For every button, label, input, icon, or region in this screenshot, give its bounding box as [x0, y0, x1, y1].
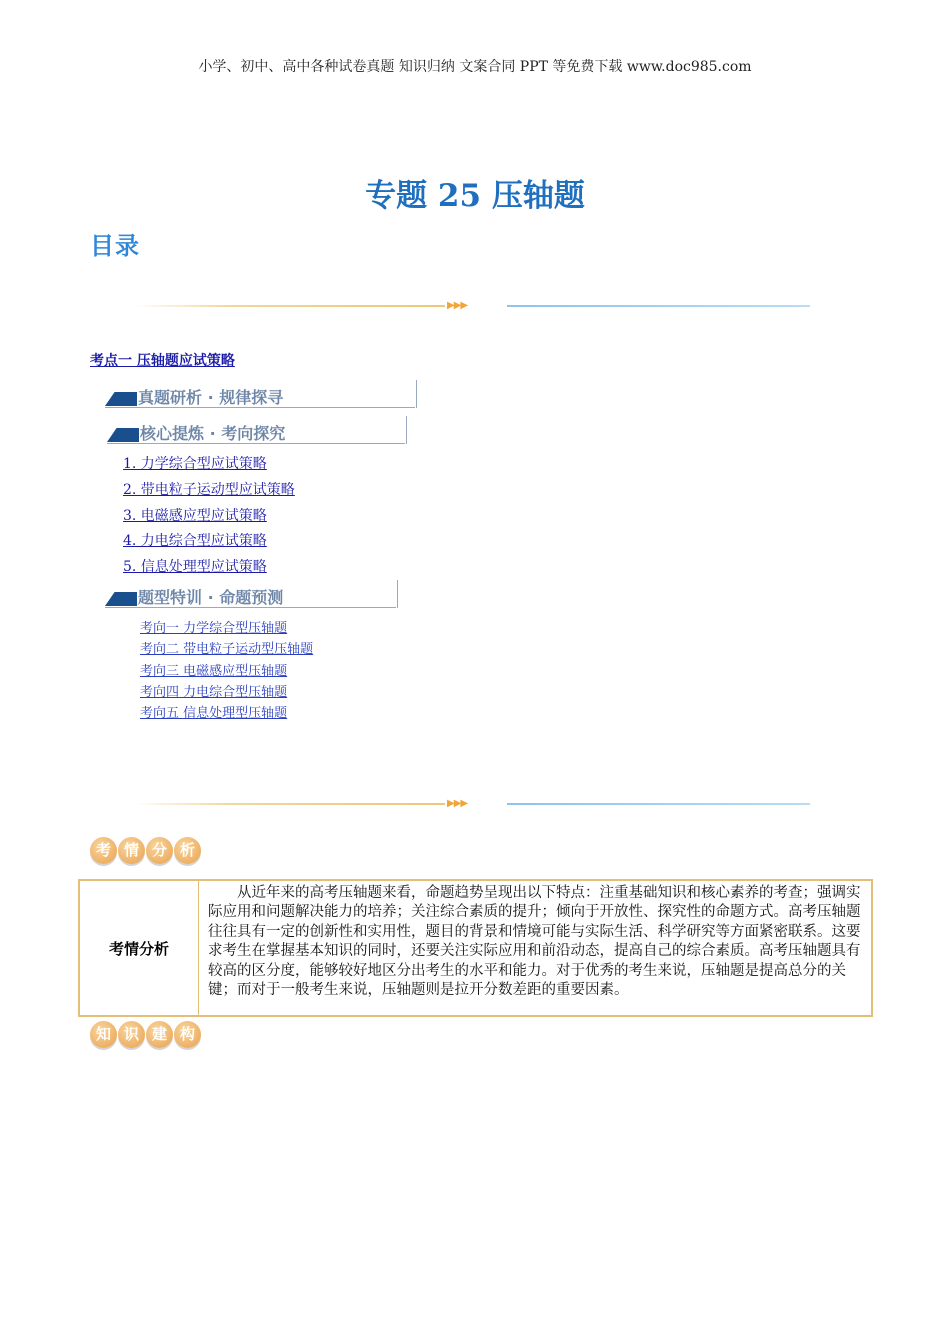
toc-direction-1[interactable]	[140, 617, 287, 636]
banner-label: 核心提炼 · 考向探究	[140, 424, 286, 443]
toc-direction-3[interactable]	[140, 660, 287, 679]
badge-kaoqing	[90, 837, 205, 867]
banner-edge	[416, 380, 417, 408]
arrows-icon: ▶▶▶	[447, 300, 468, 311]
badge-zhishi	[90, 1021, 205, 1051]
banner-underline	[105, 607, 396, 608]
divider-line-right	[507, 305, 810, 307]
toc-kaodian-1[interactable]	[90, 350, 235, 370]
toc-direction-5[interactable]	[140, 702, 287, 721]
analysis-table	[78, 879, 873, 1017]
analysis-label: 考情分析	[80, 881, 199, 1015]
badge-char: 分	[146, 837, 173, 864]
direction-link[interactable]: 考向二 带电粒子运动型压轴题	[140, 642, 314, 657]
banner-underline	[107, 443, 405, 444]
badge-char: 识	[118, 1021, 145, 1048]
banner-edge	[406, 416, 407, 444]
toc-strategy-4[interactable]	[123, 530, 267, 550]
divider-top	[135, 300, 810, 312]
divider-line-left	[135, 803, 445, 805]
strategy-link[interactable]: 3. 电磁感应型应试策略	[123, 508, 267, 524]
direction-link[interactable]: 考向三 电磁感应型压轴题	[140, 664, 288, 679]
banner-hexin[interactable]	[107, 416, 407, 444]
strategy-link[interactable]: 1. 力学综合型应试策略	[123, 456, 267, 472]
toc-strategy-3[interactable]	[123, 505, 267, 525]
badge-char: 情	[118, 837, 145, 864]
badge-char: 建	[146, 1021, 173, 1048]
badge-char: 知	[90, 1021, 117, 1048]
banner-label: 真题研析 · 规律探寻	[138, 388, 284, 407]
toc-strategy-1[interactable]	[123, 453, 267, 473]
document-title: 专题 25 压轴题	[365, 178, 585, 214]
analysis-content: 从近年来的高考压轴题来看，命题趋势呈现出以下特点：注重基础知识和核心素养的考查；强调实际应用和问题解决能力的培养；关注综合素质的提升；倾向于开放性、探究性的命题方式。高考压轴题往往具有一定的创新性和实用性，题目的背景和情境可能与实际生活、科学研究等方面紧密联系。这要求考生在掌握基本知识的同时，还要关注实际应用和前沿动态，提高自己的综合素质。高考压轴题具有较高的区分度，能够较好地区分出考生的水平和能力。对于优秀的考生来说，压轴题是提高总分的关键；而对于一般考生来说，压轴题则是拉开分数差距的重要因素。	[208, 885, 861, 999]
banner-flag-icon	[107, 428, 139, 442]
direction-link[interactable]: 考向五 信息处理型压轴题	[140, 706, 288, 721]
divider-line-right	[507, 803, 810, 805]
toc-strategy-2[interactable]	[123, 479, 295, 499]
banner-label: 题型特训 · 命题预测	[138, 588, 284, 607]
banner-edge	[397, 580, 398, 608]
kaodian-link[interactable]: 考点一 压轴题应试策略	[90, 353, 235, 369]
banner-flag-icon	[105, 592, 137, 606]
banner-flag-icon	[105, 392, 137, 406]
direction-link[interactable]: 考向四 力电综合型压轴题	[140, 685, 288, 700]
arrows-icon: ▶▶▶	[447, 798, 468, 809]
strategy-link[interactable]: 2. 带电粒子运动型应试策略	[123, 482, 295, 498]
page-header: 小学、初中、高中各种试卷真题 知识归纳 文案合同 PPT 等免费下载 www.doc985.com	[198, 59, 752, 75]
banner-tixing[interactable]	[105, 580, 398, 608]
divider-line-left	[135, 305, 445, 307]
banner-underline	[105, 407, 415, 408]
banner-zhenti[interactable]	[105, 380, 417, 408]
toc-direction-2[interactable]	[140, 638, 313, 657]
badge-char: 构	[174, 1021, 201, 1048]
divider-bottom	[135, 798, 810, 810]
direction-link[interactable]: 考向一 力学综合型压轴题	[140, 621, 288, 636]
toc-direction-4[interactable]	[140, 681, 287, 700]
badge-char: 析	[174, 837, 201, 864]
badge-char: 考	[90, 837, 117, 864]
toc-strategy-5[interactable]	[123, 556, 267, 576]
toc-heading: 目录	[90, 232, 140, 260]
strategy-link[interactable]: 5. 信息处理型应试策略	[123, 559, 267, 575]
strategy-link[interactable]: 4. 力电综合型应试策略	[123, 533, 267, 549]
